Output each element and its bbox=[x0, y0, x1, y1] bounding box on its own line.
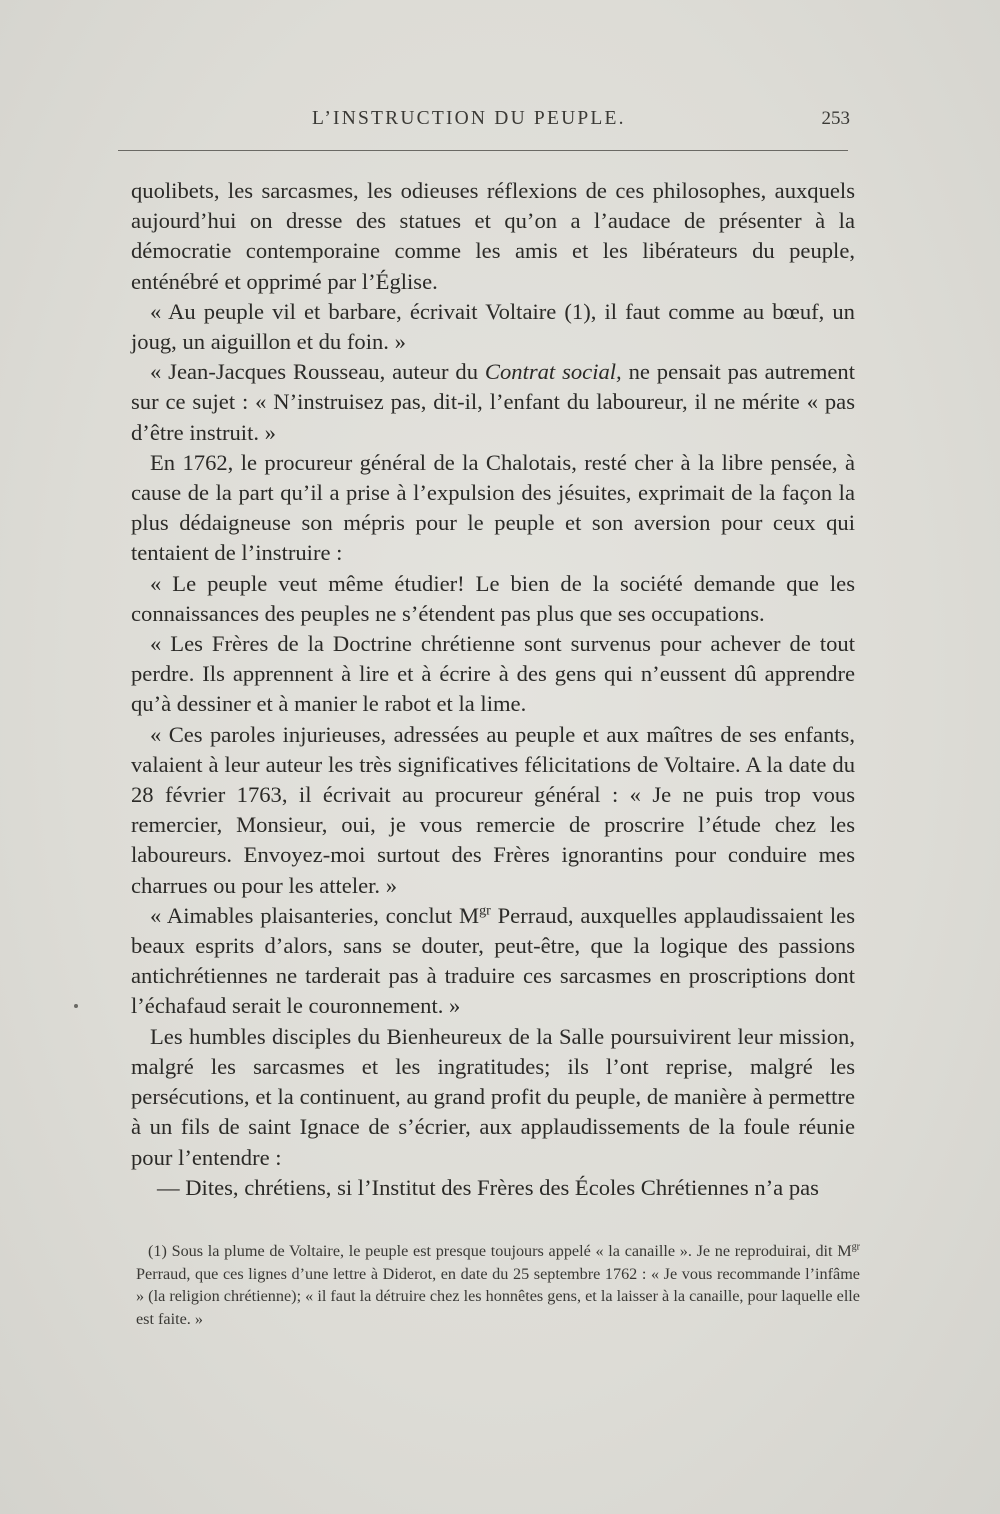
paragraph-10: — Dites, chrétiens, si l’Institut des Frères des Écoles Chrétiennes n’a pas bbox=[157, 1174, 819, 1200]
footnote-superscript-gr: gr bbox=[851, 1241, 860, 1253]
page-header bbox=[130, 108, 850, 138]
paragraph-8-text-b: Perraud, auxquelles applaudissaient les beaux esprits d’alors, sans se douter, peut-être, que la logique des passions antichrétiennes ne tarderait pas à traduire ces sarcasmes en proscriptions dont l’échafaud serait le couronnement. » bbox=[131, 902, 855, 1019]
footnote-1 bbox=[136, 1240, 860, 1330]
header-rule bbox=[118, 150, 848, 151]
page-number: 253 bbox=[821, 108, 850, 129]
paragraph-3-text-a: « Jean-Jacques Rousseau, auteur du bbox=[150, 359, 485, 385]
paragraph-4: En 1762, le procureur général de la Chalotais, resté cher à la libre pensée, à cause de la part qu’il a prise à l’expulsion des jésuites, exprimait de la façon la plus dédaigneuse son mépris pour le peuple et son aversion pour ceux qui tentaient de l’instruire : bbox=[131, 449, 855, 566]
footnote-1-text-b: Perraud, que ces lignes d’une lettre à Diderot, en date du 25 septembre 1762 : « Je vous recommande l’infâme » (la religion chrétienne); « il faut la détruire chez les honnêtes gens, et la laisser à la canaille, pour laquelle elle est faite. » bbox=[136, 1264, 860, 1328]
footnote-reference: (1) bbox=[564, 298, 591, 324]
paragraph-8-text-a: « Aimables plaisanteries, conclut M bbox=[150, 902, 480, 928]
work-title-contrat-social: Contrat social, bbox=[484, 359, 622, 385]
paragraph-9: Les humbles disciples du Bienheureux de la Salle poursuivirent leur mission, malgré les sarcasmes et les ingratitudes; ils l’ont reprise, malgré les persécutions, et la continuent, au grand profit du peuple, de manière à permettre à un fils de saint Ignace de s’écrier, aux applaudissements de la foule réunie pour l’entendre : bbox=[131, 1023, 855, 1170]
paragraph-1: quolibets, les sarcasmes, les odieuses réflexions de ces philosophes, auxquels aujourd’hui on dresse des statues et qu’on a l’audace de présenter à la démocratie contemporaine comme les amis et les libérateurs du peuple, enténébré et opprimé par l’Église. bbox=[131, 178, 855, 294]
paragraph-8 bbox=[131, 901, 855, 1022]
running-title: L’INSTRUCTION DU PEUPLE. bbox=[312, 108, 626, 129]
paragraph-5: « Le peuple veut même étudier! Le bien de la société demande que les connaissances des peuples ne s’étendent pas plus que ses occupations. bbox=[131, 570, 855, 626]
paragraph-2-text-a: « Au peuple vil et barbare, écrivait Voltaire bbox=[150, 298, 565, 324]
margin-ink-speck bbox=[74, 1004, 78, 1008]
paragraph-3-text-b: ne pensait pas autrement sur ce sujet : « N’instruisez pas, dit-il, l’enfant du laboureur, il ne mérite « pas d’être instruit. » bbox=[131, 359, 855, 445]
paragraph-2-text-b: , il faut comme au bœuf, un joug, un aiguillon et du foin. » bbox=[131, 298, 855, 355]
paragraph-3 bbox=[131, 357, 855, 448]
paragraph-2 bbox=[131, 297, 855, 357]
paragraph-6: « Les Frères de la Doctrine chrétienne sont survenus pour achever de tout perdre. Ils apprennent à lire et à écrire à des gens qui n’eussent dû apprendre qu’à dessiner et à manier le rabot et la lime. bbox=[131, 631, 855, 717]
main-text bbox=[131, 176, 855, 1203]
superscript-gr: gr bbox=[479, 903, 491, 919]
paragraph-7: « Ces paroles injurieuses, adressées au peuple et aux maîtres de ses enfants, valaient à leur auteur les très significatives félicitations de Voltaire. A la date du 28 février 1763, il écrivait au procureur général : « Je ne puis trop vous remercier, Monsieur, oui, je vous remercie de proscrire l’étude chez les laboureurs. Envoyez-moi surtout des Frères ignorantins pour conduire mes charrues ou pour les atteler. » bbox=[131, 721, 855, 898]
footnote-area bbox=[136, 1240, 860, 1330]
footnote-1-text-a: (1) Sous la plume de Voltaire, le peuple est presque toujours appelé « la canaille ». Je ne reproduirai, dit M bbox=[148, 1242, 852, 1260]
